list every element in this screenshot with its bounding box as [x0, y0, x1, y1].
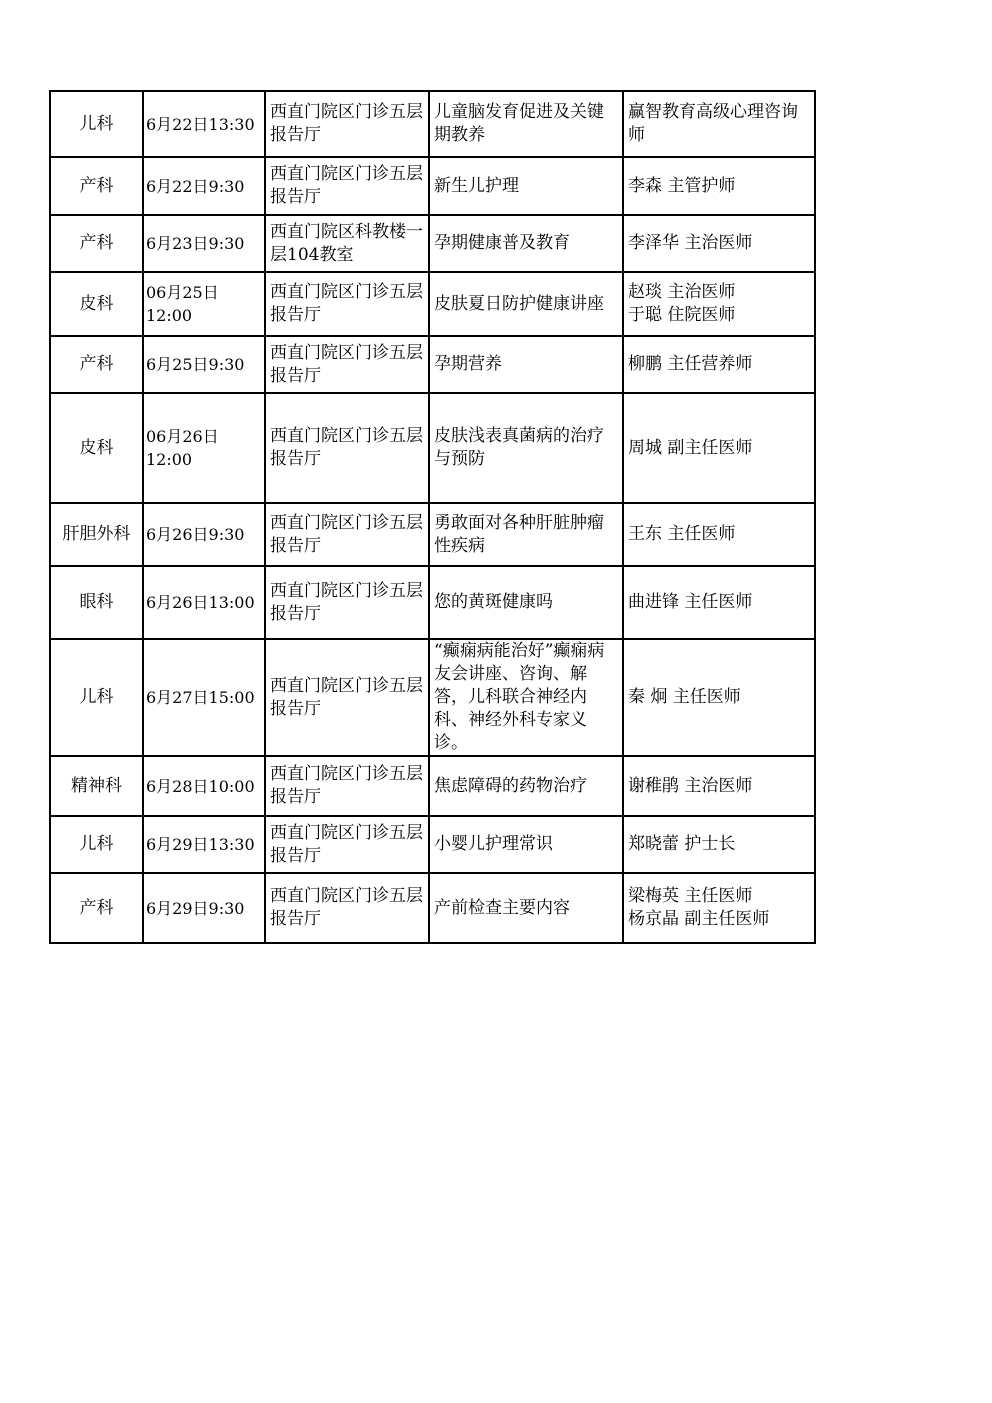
topic-cell: 产前检查主要内容 — [429, 873, 623, 943]
time-cell: 6月22日9:30 — [143, 157, 265, 215]
dept-cell: 产科 — [50, 215, 143, 272]
topic-cell: 孕期营养 — [429, 336, 623, 393]
topic-cell: 皮肤浅表真菌病的治疗与预防 — [429, 393, 623, 503]
topic-cell: 小婴儿护理常识 — [429, 816, 623, 873]
location-cell: 西直门院区门诊五层报告厅 — [265, 816, 429, 873]
lecture-schedule-table — [49, 90, 816, 944]
dept-cell: 皮科 — [50, 272, 143, 336]
topic-cell: “癫痫病能治好”癫痫病友会讲座、咨询、解答，儿科联合神经内科、神经外科专家义诊。 — [429, 639, 623, 756]
speaker-cell: 赢智教育高级心理咨询师 — [623, 91, 815, 157]
table-row — [50, 91, 815, 157]
topic-cell: 新生儿护理 — [429, 157, 623, 215]
table-row — [50, 756, 815, 816]
dept-cell: 肝胆外科 — [50, 503, 143, 566]
table-row — [50, 393, 815, 503]
topic-cell: 您的黄斑健康吗 — [429, 566, 623, 639]
table-row — [50, 639, 815, 756]
location-cell: 西直门院区科教楼一层104教室 — [265, 215, 429, 272]
table-row — [50, 272, 815, 336]
topic-cell: 勇敢面对各种肝脏肿瘤性疾病 — [429, 503, 623, 566]
location-cell: 西直门院区门诊五层报告厅 — [265, 873, 429, 943]
time-cell: 6月22日13:30 — [143, 91, 265, 157]
speaker-cell: 曲进锋 主任医师 — [623, 566, 815, 639]
time-cell: 6月29日9:30 — [143, 873, 265, 943]
speaker-cell: 王东 主任医师 — [623, 503, 815, 566]
speaker-cell: 谢稚鹃 主治医师 — [623, 756, 815, 816]
time-cell: 6月28日10:00 — [143, 756, 265, 816]
dept-cell: 儿科 — [50, 639, 143, 756]
table-row — [50, 566, 815, 639]
schedule-body — [50, 91, 815, 943]
time-cell: 06月25日 12:00 — [143, 272, 265, 336]
time-cell: 6月23日9:30 — [143, 215, 265, 272]
dept-cell: 儿科 — [50, 816, 143, 873]
location-cell: 西直门院区门诊五层报告厅 — [265, 91, 429, 157]
location-cell: 西直门院区门诊五层报告厅 — [265, 503, 429, 566]
location-cell: 西直门院区门诊五层报告厅 — [265, 272, 429, 336]
speaker-cell: 李泽华 主治医师 — [623, 215, 815, 272]
topic-cell: 焦虑障碍的药物治疗 — [429, 756, 623, 816]
dept-cell: 产科 — [50, 873, 143, 943]
topic-cell: 儿童脑发育促进及关键期教养 — [429, 91, 623, 157]
time-cell: 6月27日15:00 — [143, 639, 265, 756]
topic-cell: 皮肤夏日防护健康讲座 — [429, 272, 623, 336]
location-cell: 西直门院区门诊五层报告厅 — [265, 756, 429, 816]
table-row — [50, 503, 815, 566]
topic-cell: 孕期健康普及教育 — [429, 215, 623, 272]
time-cell: 06月26日 12:00 — [143, 393, 265, 503]
time-cell: 6月29日13:30 — [143, 816, 265, 873]
table-row — [50, 157, 815, 215]
dept-cell: 皮科 — [50, 393, 143, 503]
speaker-cell: 梁梅英 主任医师 杨京晶 副主任医师 — [623, 873, 815, 943]
time-cell: 6月25日9:30 — [143, 336, 265, 393]
table-row — [50, 336, 815, 393]
dept-cell: 精神科 — [50, 756, 143, 816]
table-row — [50, 873, 815, 943]
speaker-cell: 赵琰 主治医师 于聪 住院医师 — [623, 272, 815, 336]
dept-cell: 产科 — [50, 157, 143, 215]
speaker-cell: 李森 主管护师 — [623, 157, 815, 215]
speaker-cell: 秦 炯 主任医师 — [623, 639, 815, 756]
table-row — [50, 816, 815, 873]
speaker-cell: 周城 副主任医师 — [623, 393, 815, 503]
location-cell: 西直门院区门诊五层报告厅 — [265, 566, 429, 639]
location-cell: 西直门院区门诊五层报告厅 — [265, 157, 429, 215]
speaker-cell: 柳鹏 主任营养师 — [623, 336, 815, 393]
location-cell: 西直门院区门诊五层报告厅 — [265, 393, 429, 503]
time-cell: 6月26日13:00 — [143, 566, 265, 639]
location-cell: 西直门院区门诊五层报告厅 — [265, 639, 429, 756]
dept-cell: 产科 — [50, 336, 143, 393]
time-cell: 6月26日9:30 — [143, 503, 265, 566]
speaker-cell: 郑晓蕾 护士长 — [623, 816, 815, 873]
table-row — [50, 215, 815, 272]
dept-cell: 儿科 — [50, 91, 143, 157]
dept-cell: 眼科 — [50, 566, 143, 639]
location-cell: 西直门院区门诊五层报告厅 — [265, 336, 429, 393]
